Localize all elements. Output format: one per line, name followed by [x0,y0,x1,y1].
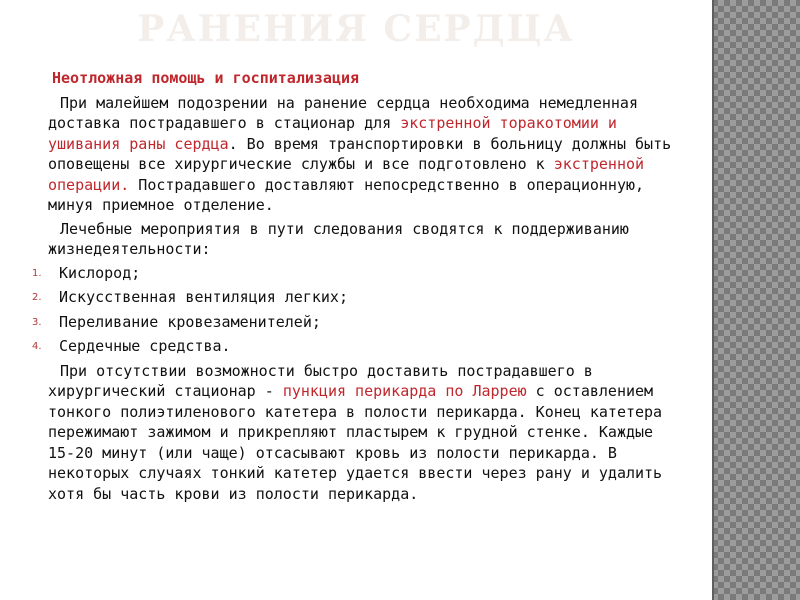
list-item [32,336,688,357]
list-item-text: Кислород; [59,263,141,282]
treatment-list [32,263,688,357]
side-divider [712,0,714,600]
list-item [32,263,688,284]
para3-text-1: При отсутствии возможности быстро доставить пострадавшего в хирургический стационар - [48,361,593,400]
para1-text-1: При малейшем подозрении на ранение сердца необходима немедленная доставка пострадавшего в стационар для [48,93,638,132]
list-item [32,312,688,333]
para3-highlight-larrey: пункция перикарда по Ларрею [282,382,527,400]
list-item-text: Сердечные средства. [59,337,231,355]
list-number: 2. [32,292,42,303]
list-number: 3. [32,316,42,328]
section-subtitle: Неотложная помощь и госпитализация [52,69,360,87]
para3-text-2: с оставлением тонкого полиэтиленового катетера в полости перикарда. Конец катетера пережимают зажимом и прикрепляют пластырем к грудной стенке. Каждые 15-20 минут (или чаще) отсасывают кровь из полости перикарда. В некоторых случаях тонкий катетер удается ввести через рану и удалить хотя бы часть крови из полости перикарда. [48,382,663,503]
para1-highlight-thoracotomy: экстренной торакотомии и ушивания раны сердца [48,114,617,153]
slide-content [32,68,688,504]
list-item-text: Искусственная вентиляция легких; [59,288,348,306]
list-item-text: Переливание кровезаменителей; [59,312,321,331]
slide-title: РАНЕНИЯ СЕРДЦА [137,8,575,50]
para1-text-3: Пострадавшего доставляют непосредственно в операционную, минуя приемное отделение. [48,175,645,214]
paragraph-treatment-en-route: Лечебные мероприятия в пути следования сводятся к поддерживанию жизнедеятельности: [48,219,629,258]
para1-highlight-surgery: экстренной операции. [48,155,645,194]
paragraph-pericardial-puncture [48,361,688,505]
list-item [32,287,688,308]
side-pattern-panel [712,0,800,600]
list-number: 1. [32,267,42,279]
paragraph-urgent-delivery [48,93,688,216]
list-number: 4. [32,341,42,352]
para1-text-2: . Во время транспортировки в больницу должны быть оповещены все хирургические службы и все подготовлено к [48,134,672,173]
